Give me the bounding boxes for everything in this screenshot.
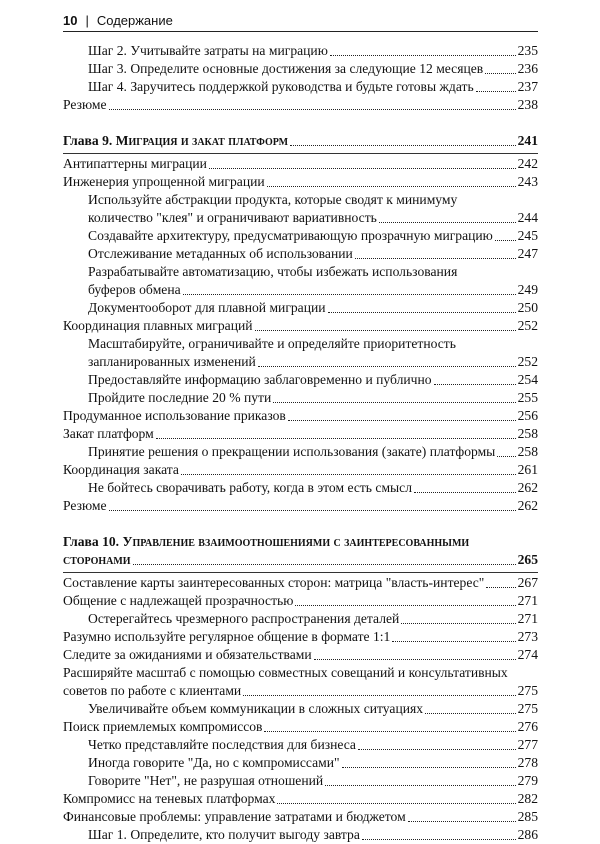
toc-entry[interactable] (63, 479, 538, 497)
chapter-gap (63, 114, 538, 132)
toc-entry[interactable] (63, 96, 538, 114)
toc-top-entries (63, 42, 538, 114)
toc-entry-page: 282 (517, 791, 538, 806)
toc-entry[interactable] (63, 592, 538, 610)
toc-entry[interactable] (63, 389, 538, 407)
leader-dots (476, 91, 516, 92)
toc-entry-page: 275 (517, 683, 538, 698)
leader-dots (109, 510, 516, 511)
toc-entry[interactable] (63, 718, 538, 736)
toc-entry[interactable] (63, 173, 538, 191)
leader-dots (273, 402, 515, 403)
toc-entry-page: 271 (517, 611, 538, 626)
leader-dots (355, 258, 516, 259)
toc-entry-page: 237 (517, 79, 538, 94)
toc-entry-title: Резюме (63, 498, 107, 513)
leader-dots (314, 659, 516, 660)
toc-entry[interactable] (63, 790, 538, 808)
toc-entry-page: 245 (517, 228, 538, 243)
leader-dots (497, 456, 515, 457)
toc-entry-page: 286 (517, 827, 538, 842)
toc-entry[interactable] (63, 461, 538, 479)
toc-entry-page: 252 (517, 318, 538, 333)
toc-entry-page: 278 (517, 755, 538, 770)
toc-entry[interactable] (63, 299, 538, 317)
toc-entry[interactable] (63, 227, 538, 245)
toc-entry-title: запланированных изменений (88, 354, 256, 369)
toc-entry-page: 276 (517, 719, 538, 734)
toc-entry[interactable] (63, 646, 538, 664)
toc-entry-title: Иногда говорите "Да, но с компромиссами" (88, 755, 340, 770)
toc-entry-title: Инженерия упрощенной миграции (63, 174, 265, 189)
toc-entry-page: 254 (517, 372, 538, 387)
chapter-10-prefix: Глава 10. (63, 534, 123, 549)
toc-entry-line1 (63, 191, 538, 209)
toc-entry-title: Остерегайтесь чрезмерного распространения деталей (88, 611, 400, 626)
toc-entry-title: Расширяйте масштаб с помощью совместных совещаний и консультативных (63, 665, 508, 680)
toc-entry-page: 258 (517, 444, 538, 459)
toc-entry-title: Разрабатывайте автоматизацию, чтобы избежать использования (88, 264, 458, 279)
toc-entry-title: Антипаттерны миграции (63, 156, 207, 171)
toc-entry-title: Резюме (63, 97, 107, 112)
leader-dots (486, 587, 515, 588)
leader-dots (109, 109, 516, 110)
leader-dots (290, 145, 516, 146)
toc-entry-title: Составление карты заинтересованных сторон: матрица "власть-интерес" (63, 575, 485, 590)
toc-entry[interactable] (63, 317, 538, 335)
toc-entry-title: Используйте абстракции продукта, которые сводят к минимуму (88, 192, 458, 207)
leader-dots (362, 839, 516, 840)
chapter-9-rule (63, 153, 538, 154)
leader-dots (379, 222, 516, 223)
toc-entry[interactable] (63, 371, 538, 389)
toc-entry-title: Шаг 3. Определите основные достижения за следующие 12 месяцев (88, 61, 484, 76)
toc-entry-title: Поиск приемлемых компромиссов (63, 719, 263, 734)
chapter-10-rule (63, 572, 538, 573)
leader-dots (414, 492, 516, 493)
leader-dots (288, 420, 516, 421)
leader-dots (401, 623, 515, 624)
toc-entry-line1 (63, 335, 538, 353)
leader-dots (330, 55, 516, 56)
toc-entry-title: Масштабируйте, ограничивайте и определяйте приоритетность (88, 336, 456, 351)
toc-entry[interactable] (63, 209, 538, 227)
toc-entry-page: 275 (517, 701, 538, 716)
toc-entry-page: 258 (517, 426, 538, 441)
toc-entry-title: Шаг 1. Определите, кто получит выгоду завтра (88, 827, 360, 842)
toc-entry-page: 262 (517, 480, 538, 495)
toc-entry-title: Пройдите последние 20 % пути (88, 390, 272, 405)
chapter-9-caps: Миграция и закат платформ (115, 133, 289, 148)
chapter-9-prefix: Глава 9. (63, 133, 116, 148)
toc-entry-page: 243 (517, 174, 538, 189)
leader-dots (392, 641, 515, 642)
chapter-9-entries (63, 155, 538, 515)
chapter-10-caps-2: сторонами (63, 552, 131, 567)
chapter-10-title-line2 (63, 551, 538, 569)
toc-entry-page: 235 (517, 43, 538, 58)
section-title: Содержание (96, 13, 173, 28)
toc-entry-page: 252 (517, 354, 538, 369)
leader-dots (209, 168, 516, 169)
chapter-10-caps: Управление взаимоотношениями с заинтересованными (122, 534, 470, 549)
toc-entry[interactable] (63, 155, 538, 173)
toc-entry[interactable] (63, 42, 538, 60)
toc-entry-page: 255 (517, 390, 538, 405)
toc-entry-title: Следите за ожиданиями и обязательствами (63, 647, 312, 662)
chapter-10-entries (63, 574, 538, 844)
toc-entry-page: 238 (517, 97, 538, 112)
toc-entry-line1 (63, 664, 538, 682)
toc-entry-page: 242 (517, 156, 538, 171)
toc-entry-title: Принятие решения о прекращении использования (закате) платформы (88, 444, 496, 459)
leader-dots (495, 240, 516, 241)
toc-entry-line1 (63, 263, 538, 281)
leader-dots (156, 438, 516, 439)
toc-entry-page: 249 (517, 282, 538, 297)
toc-entry[interactable] (63, 443, 538, 461)
leader-dots (425, 713, 516, 714)
toc-entry-page: 256 (517, 408, 538, 423)
header-separator: | (85, 13, 89, 28)
toc-entry-page: 262 (517, 498, 538, 513)
chapter-9-title (63, 132, 288, 150)
toc-entry[interactable] (63, 407, 538, 425)
toc-entry-title: Компромисс на теневых платформах (63, 791, 276, 806)
toc-entry-title: Отслеживание метаданных об использовании (88, 246, 353, 261)
page-number: 10 (63, 13, 78, 28)
toc-entry-title: Документооборот для плавной миграции (88, 300, 326, 315)
chapter-gap (63, 515, 538, 533)
toc-entry[interactable] (63, 425, 538, 443)
toc-entry-title: Говорите "Нет", не разрушая отношений (88, 773, 324, 788)
toc-entry-title: Общение с надлежащей прозрачностью (63, 593, 294, 608)
toc-entry-title: Финансовые проблемы: управление затратами и бюджетом (63, 809, 406, 824)
leader-dots (408, 821, 516, 822)
running-head (63, 11, 538, 32)
leader-dots (295, 605, 515, 606)
leader-dots (328, 312, 516, 313)
toc-entry-title: Предоставляйте информацию заблаговременно и публично (88, 372, 432, 387)
leader-dots (255, 330, 516, 331)
toc-entry[interactable] (63, 808, 538, 826)
toc-entry[interactable] (63, 574, 538, 592)
toc-entry[interactable] (63, 497, 538, 515)
leader-dots (485, 73, 515, 74)
chapter-10-heading (63, 533, 538, 569)
toc-entry[interactable] (63, 736, 538, 754)
leader-dots (258, 366, 516, 367)
leader-dots (181, 474, 516, 475)
toc-entry-page: 244 (517, 210, 538, 225)
toc-entry-page: 273 (517, 629, 538, 644)
toc-entry-page: 277 (517, 737, 538, 752)
toc-entry[interactable] (63, 610, 538, 628)
toc-entry[interactable] (63, 772, 538, 790)
chapter-9-heading (63, 132, 538, 150)
toc-entry-page: 236 (517, 61, 538, 76)
toc-entry-page: 247 (517, 246, 538, 261)
leader-dots (243, 695, 515, 696)
chapter-10-title-line1 (63, 533, 538, 551)
toc-entry-page: 267 (517, 575, 538, 590)
toc-entry-title: Не бойтесь сворачивать работу, когда в этом есть смысл (88, 480, 412, 495)
toc-entry-title: Координация заката (63, 462, 179, 477)
toc-entry-page: 261 (517, 462, 538, 477)
leader-dots (434, 384, 516, 385)
toc-entry-title: Координация плавных миграций (63, 318, 253, 333)
toc-entry[interactable] (63, 60, 538, 78)
toc-entry[interactable] (63, 78, 538, 96)
toc-entry-title: Шаг 4. Заручитесь поддержкой руководства и будьте готовы ждать (88, 79, 474, 94)
leader-dots (264, 731, 515, 732)
toc-entry[interactable] (63, 700, 538, 718)
toc-entry-page: 274 (517, 647, 538, 662)
leader-dots (325, 785, 515, 786)
toc-entry[interactable] (63, 628, 538, 646)
toc-entry-title: советов по работе с клиентами (63, 683, 242, 698)
leader-dots (183, 294, 516, 295)
toc-entry-title: Увеличивайте объем коммуникации в сложных ситуациях (88, 701, 424, 716)
toc-entry-title: количество "клея" и ограничивают вариативность (88, 210, 377, 225)
leader-dots (277, 803, 515, 804)
toc-entry-title: Четко представляйте последствия для бизнеса (88, 737, 356, 752)
toc-entry[interactable] (63, 682, 538, 700)
toc-entry-title: Создавайте архитектуру, предусматривающую прозрачную миграцию (88, 228, 493, 243)
toc-entry[interactable] (63, 754, 538, 772)
table-of-contents (63, 42, 538, 844)
toc-entry-title: Шаг 2. Учитывайте затраты на миграцию (88, 43, 328, 58)
toc-entry[interactable] (63, 245, 538, 263)
toc-entry-title: Продуманное использование приказов (63, 408, 286, 423)
toc-entry[interactable] (63, 826, 538, 844)
leader-dots (133, 564, 516, 565)
leader-dots (342, 767, 516, 768)
toc-entry-page: 250 (517, 300, 538, 315)
toc-entry-page: 285 (517, 809, 538, 824)
toc-entry-title: буферов обмена (88, 282, 181, 297)
leader-dots (267, 186, 516, 187)
chapter-10-page: 265 (517, 552, 538, 567)
toc-entry-page: 271 (517, 593, 538, 608)
toc-entry[interactable] (63, 353, 538, 371)
toc-entry-title: Закат платформ (63, 426, 154, 441)
chapter-9-page: 241 (517, 133, 538, 148)
toc-entry-title: Разумно используйте регулярное общение в формате 1:1 (63, 629, 391, 644)
toc-entry[interactable] (63, 281, 538, 299)
toc-entry-page: 279 (517, 773, 538, 788)
